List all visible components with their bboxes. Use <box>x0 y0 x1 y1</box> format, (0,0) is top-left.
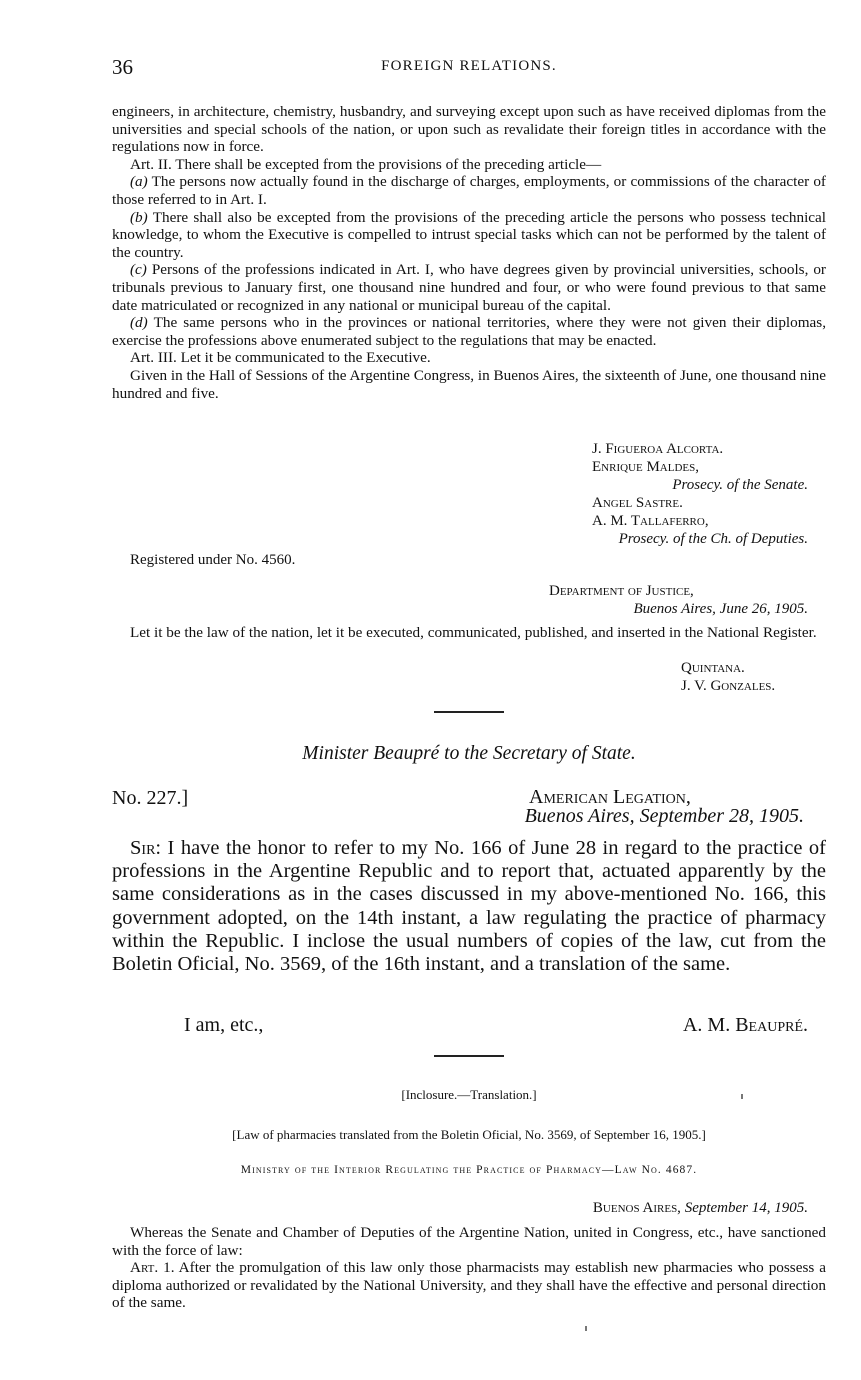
page-number: 36 <box>112 55 133 79</box>
registered-number: Registered under No. 4560. <box>130 552 296 568</box>
clause-a-label: (a) <box>130 173 148 191</box>
paragraph-continuation: engineers, in architecture, chemistry, husbandry, and surveying except upon such as have received diplomas from the universities and special schools of the nation, or upon such as revalidate their foreign titles in accordance with the regulations now in force. <box>112 103 826 156</box>
signature-gonzales: J. V. Gonzales. <box>681 678 776 694</box>
letter-salutation: Sir <box>130 837 156 859</box>
law-title: Ministry of the Interior Regulating the Practice of Pharmacy—Law No. 4687. <box>240 1164 698 1176</box>
section-divider <box>434 711 504 713</box>
letter-heading: Minister Beaupré to the Secretary of State. <box>302 743 636 764</box>
clause-b-text: There shall also be excepted from the provisions of the preceding article the persons who possess technical knowledge, to whom the Executive is compelled to intrust special tasks which can not be performed by the talent of the country. <box>112 208 826 261</box>
paragraph-art-iii: Art. III. Let it be communicated to the Executive. <box>130 349 431 367</box>
inclosure-place-date <box>593 1200 808 1218</box>
letter-closing: I am, etc., <box>184 1014 264 1036</box>
law-promulgation-text <box>112 624 826 642</box>
paragraph-clause-c <box>112 261 826 314</box>
american-legation: American Legation, <box>529 786 691 808</box>
letter-body <box>112 837 826 976</box>
page-header <box>112 55 826 81</box>
paragraph-clause-b <box>112 209 826 262</box>
clause-a-text: The persons now actually found in the discharge of charges, employments, or commissions of the character of those referred to in Art. I. <box>112 173 826 208</box>
article-1-label: Art. 1. <box>130 1259 175 1277</box>
letter-paragraph <box>112 837 826 976</box>
paragraph-art-ii: Art. II. There shall be excepted from the provisions of the preceding article— <box>130 155 602 173</box>
clause-b-label: (b) <box>130 208 148 226</box>
paragraph-clause-d <box>112 314 826 349</box>
signature-angel-sastre: Angel Sastre. <box>592 495 683 511</box>
section-divider-2 <box>434 1055 504 1057</box>
paragraph-article-1 <box>112 1259 826 1312</box>
running-title: FOREIGN RELATIONS. <box>381 58 557 74</box>
letter-signature: A. M. Beaupré. <box>682 1014 808 1036</box>
inclosure-source: [Law of pharmacies translated from the Boletin Oficial, No. 3569, of September 16, 1905.] <box>232 1127 706 1142</box>
scan-speck <box>741 1094 743 1099</box>
paragraph-clause-a <box>112 173 826 208</box>
clause-c-text: Persons of the professions indicated in Art. I, who have degrees given by provincial universities, schools, or tribunals previous to January first, one thousand nine hundred and four, or who were found previous to that same date matriculated or recognized in any national or municipal bureau of the capital. <box>112 261 826 314</box>
letter-place-date: Buenos Aires, September 28, 1905. <box>524 805 804 827</box>
signature-enrique-maldes: Enrique Maldes, <box>592 459 699 475</box>
department-of-justice: Department of Justice, <box>549 583 694 599</box>
paragraph-whereas: Whereas the Senate and Chamber of Deputies of the Argentine Nation, united in Congress, etc., have sanctioned with the force of law: <box>112 1224 826 1259</box>
signature-quintana: Quintana. <box>681 660 745 676</box>
clause-c-label: (c) <box>130 261 147 279</box>
inclosure-label: [Inclosure.—Translation.] <box>401 1087 537 1102</box>
law-articles-text <box>112 103 826 402</box>
paragraph-given-in-hall: Given in the Hall of Sessions of the Argentine Congress, in Buenos Aires, the sixteenth of June, one thousand nine hundred and five. <box>112 366 826 402</box>
scan-speck <box>585 1326 587 1331</box>
inclosure-date: September 14, 1905. <box>684 1200 808 1216</box>
signature-tallaferro: A. M. Tallaferro, <box>592 513 709 529</box>
inclosure-text <box>112 1224 826 1312</box>
inclosure-place: Buenos Aires, <box>592 1200 681 1216</box>
clause-d-text: The same persons who in the provinces or national territories, where they were not given their diplomas, exercise the professions above enumerated subject to the regulations that may be enacted. <box>112 314 826 349</box>
clause-d-label: (d) <box>130 314 148 332</box>
letter-body-text: : I have the honor to refer to my No. 166 of June 28 in regard to the practice of professions in the Argentine Republic and to report that, actuated apparently by the same considerations as in the cases discussed in my above-mentioned No. 166, this government adopted, on the 14th instant, a law regulating the practice of pharmacy within the Republic. I inclose the usual numbers of copies of the law, cut from the Boletin Oficial, No. 3569, of the 16th instant, and a translation of the same. <box>112 837 826 976</box>
article-1-text: After the promulgation of this law only those pharmacists may establish new pharmacies who possess a diploma authorized or revalidated by the National University, and they shall have the effective and personal direction of the same. <box>112 1259 826 1312</box>
letter-number: No. 227.] <box>112 787 189 809</box>
title-prosecy-deputies: Prosecy. of the Ch. of Deputies. <box>618 531 808 547</box>
title-prosecy-senate: Prosecy. of the Senate. <box>672 477 808 493</box>
signature-figueroa-alcorta: J. Figueroa Alcorta. <box>592 441 724 457</box>
department-place-date: Buenos Aires, June 26, 1905. <box>633 601 808 617</box>
paragraph-let-it-be-law: Let it be the law of the nation, let it be executed, communicated, published, and inserted in the National Register. <box>130 624 817 641</box>
